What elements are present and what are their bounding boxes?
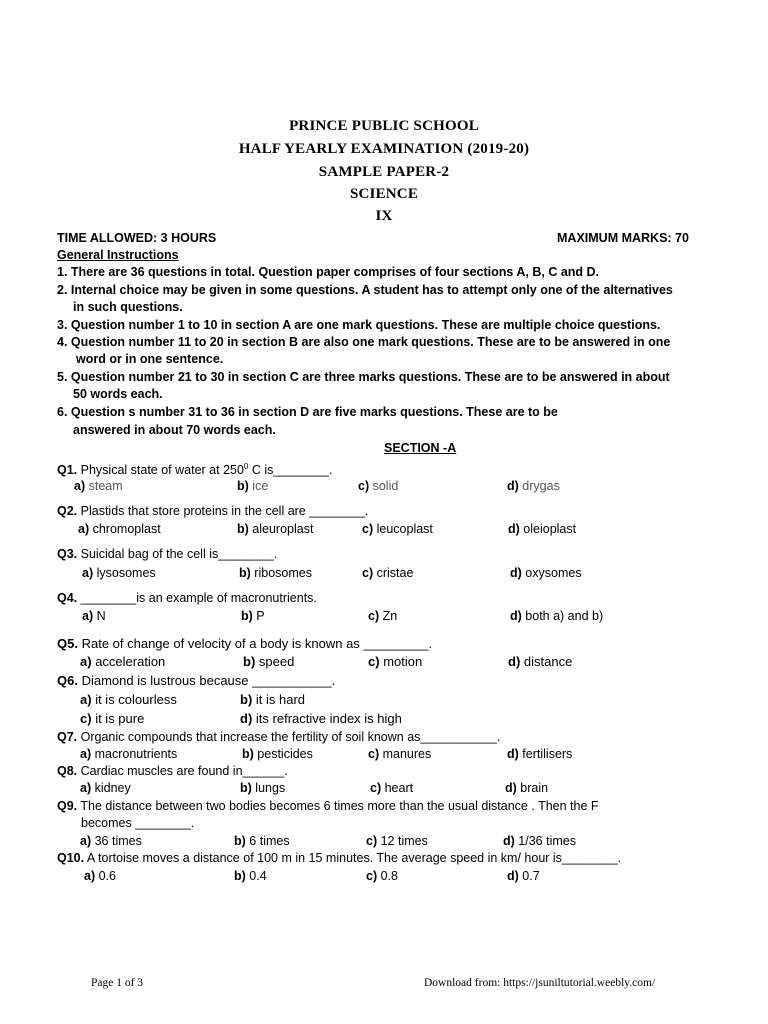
option-c[interactable]: c) it is pure bbox=[80, 711, 145, 726]
option-d[interactable]: d) fertilisers bbox=[507, 747, 573, 761]
instructions-heading: General Instructions bbox=[57, 248, 179, 262]
option-d[interactable]: d) brain bbox=[505, 781, 549, 795]
option-d[interactable]: d) its refractive index is high bbox=[240, 711, 402, 726]
option-c[interactable]: c) 12 times bbox=[366, 834, 428, 848]
question-9 bbox=[57, 798, 599, 814]
question-number: Q9. bbox=[57, 799, 78, 813]
option-b[interactable]: b) lungs bbox=[240, 781, 286, 795]
question-number: Q1. bbox=[57, 463, 78, 478]
question-text: The distance between two bodies becomes 6 times more than the usual distance . Then the F bbox=[80, 799, 599, 813]
option-a[interactable]: a) 0.6 bbox=[84, 869, 116, 883]
superscript: 0 bbox=[243, 462, 249, 471]
instruction-line: word or in one sentence. bbox=[76, 352, 224, 366]
question-text: Rate of change of velocity of a body is known as _________. bbox=[81, 636, 433, 651]
question-text: C is________. bbox=[248, 463, 333, 478]
instruction-line: 3. Question number 1 to 10 in section A are one mark questions. These are multiple choice questions. bbox=[57, 318, 661, 332]
school-name: PRINCE PUBLIC SCHOOL bbox=[289, 118, 479, 134]
option-b[interactable]: b) ribosomes bbox=[239, 566, 312, 580]
option-c[interactable]: c) cristae bbox=[362, 566, 414, 580]
option-c[interactable]: c) heart bbox=[370, 781, 414, 795]
option-a[interactable]: a) it is colourless bbox=[80, 692, 177, 707]
option-d[interactable]: d) distance bbox=[508, 654, 573, 669]
instruction-line: 4. Question number 11 to 20 in section B are also one mark questions. These are to be answered in one bbox=[57, 335, 671, 349]
question-10 bbox=[57, 850, 621, 866]
option-b[interactable]: b) aleuroplast bbox=[237, 522, 314, 536]
class-title: IX bbox=[375, 208, 393, 224]
question-2 bbox=[57, 503, 368, 519]
instruction-line: answered in about 70 words each. bbox=[73, 423, 276, 437]
question-number: Q2. bbox=[57, 504, 78, 518]
option-b[interactable]: b) speed bbox=[243, 654, 295, 669]
page-number: Page 1 of 3 bbox=[91, 977, 144, 989]
question-text: Cardiac muscles are found in______. bbox=[80, 764, 288, 778]
question-number: Q8. bbox=[57, 764, 78, 778]
instruction-line: 1. There are 36 questions in total. Question paper comprises of four sections A, B, C and D. bbox=[57, 265, 600, 279]
question-text: Organic compounds that increase the fertility of soil known as___________. bbox=[80, 730, 501, 744]
question-text: Suicidal bag of the cell is________. bbox=[80, 547, 278, 561]
option-a[interactable]: a) chromoplast bbox=[78, 522, 161, 536]
question-3 bbox=[57, 546, 277, 562]
question-number: Q3. bbox=[57, 547, 78, 561]
option-a[interactable]: a) N bbox=[82, 609, 106, 623]
maximum-marks: MAXIMUM MARKS: 70 bbox=[557, 231, 689, 245]
download-link[interactable]: Download from: https://jsuniltutorial.weebly.com/ bbox=[424, 977, 656, 989]
question-number: Q4. bbox=[57, 591, 78, 605]
question-number: Q6. bbox=[57, 673, 78, 688]
question-5 bbox=[57, 636, 432, 652]
option-b[interactable]: b) 0.4 bbox=[234, 869, 267, 883]
option-c[interactable]: c) motion bbox=[368, 654, 423, 669]
option-c[interactable]: c) manures bbox=[368, 747, 432, 761]
option-a[interactable]: a) kidney bbox=[80, 781, 131, 795]
instruction-line: 5. Question number 21 to 30 in section C are three marks questions. These are to be answered in about bbox=[57, 370, 670, 384]
question-8 bbox=[57, 763, 288, 779]
option-a[interactable]: a) macronutrients bbox=[80, 747, 178, 761]
question-7 bbox=[57, 729, 500, 745]
exam-title: HALF YEARLY EXAMINATION (2019-20) bbox=[238, 141, 530, 157]
instruction-line: 50 words each. bbox=[73, 387, 163, 401]
question-text: Physical state of water at 250 bbox=[80, 463, 244, 478]
instruction-line: in such questions. bbox=[73, 300, 183, 314]
question-number: Q10. bbox=[57, 851, 85, 865]
option-a[interactable]: a) acceleration bbox=[80, 654, 166, 669]
section-title: SECTION -A bbox=[384, 441, 457, 455]
question-text: Plastids that store proteins in the cell are ________. bbox=[80, 504, 369, 518]
option-b[interactable]: b) pesticides bbox=[242, 747, 313, 761]
option-b[interactable]: b) P bbox=[241, 609, 265, 623]
question-text: A tortoise moves a distance of 100 m in 15 minutes. The average speed in km/ hour is________. bbox=[86, 851, 622, 865]
option-a[interactable]: a) lysosomes bbox=[82, 566, 156, 580]
option-c[interactable]: c) Zn bbox=[368, 609, 398, 623]
option-a[interactable]: a) steam bbox=[74, 479, 123, 493]
option-b[interactable]: b) it is hard bbox=[240, 692, 306, 707]
question-number: Q5. bbox=[57, 636, 78, 651]
option-d[interactable]: d) 1/36 times bbox=[503, 834, 576, 848]
option-b[interactable]: b) 6 times bbox=[234, 834, 290, 848]
option-b[interactable]: b) ice bbox=[237, 479, 269, 493]
option-c[interactable]: c) solid bbox=[358, 479, 399, 493]
question-4 bbox=[57, 590, 317, 606]
subject-title: SCIENCE bbox=[349, 186, 419, 202]
question-6 bbox=[57, 673, 335, 689]
option-a[interactable]: a) 36 times bbox=[80, 834, 142, 848]
question-text: ________is an example of macronutrients. bbox=[80, 591, 317, 605]
paper-title: SAMPLE PAPER-2 bbox=[318, 164, 450, 180]
option-d[interactable]: d) 0.7 bbox=[507, 869, 540, 883]
instruction-line: 6. Question s number 31 to 36 in section D are five marks questions. These are to be bbox=[57, 405, 558, 419]
option-c[interactable]: c) 0.8 bbox=[366, 869, 398, 883]
question-text: Diamond is lustrous because ___________. bbox=[81, 673, 336, 688]
time-allowed: TIME ALLOWED: 3 HOURS bbox=[57, 231, 217, 245]
option-c[interactable]: c) leucoplast bbox=[362, 522, 433, 536]
question-number: Q7. bbox=[57, 730, 78, 744]
option-d[interactable]: d) oxysomes bbox=[510, 566, 582, 580]
question-1 bbox=[57, 459, 332, 478]
option-d[interactable]: d) both a) and b) bbox=[510, 609, 604, 623]
instruction-line: 2. Internal choice may be given in some questions. A student has to attempt only one of the alternatives bbox=[57, 283, 673, 297]
option-d[interactable]: d) oleioplast bbox=[508, 522, 577, 536]
option-d[interactable]: d) drygas bbox=[507, 479, 560, 493]
question-9-continuation: becomes ________. bbox=[81, 816, 195, 830]
